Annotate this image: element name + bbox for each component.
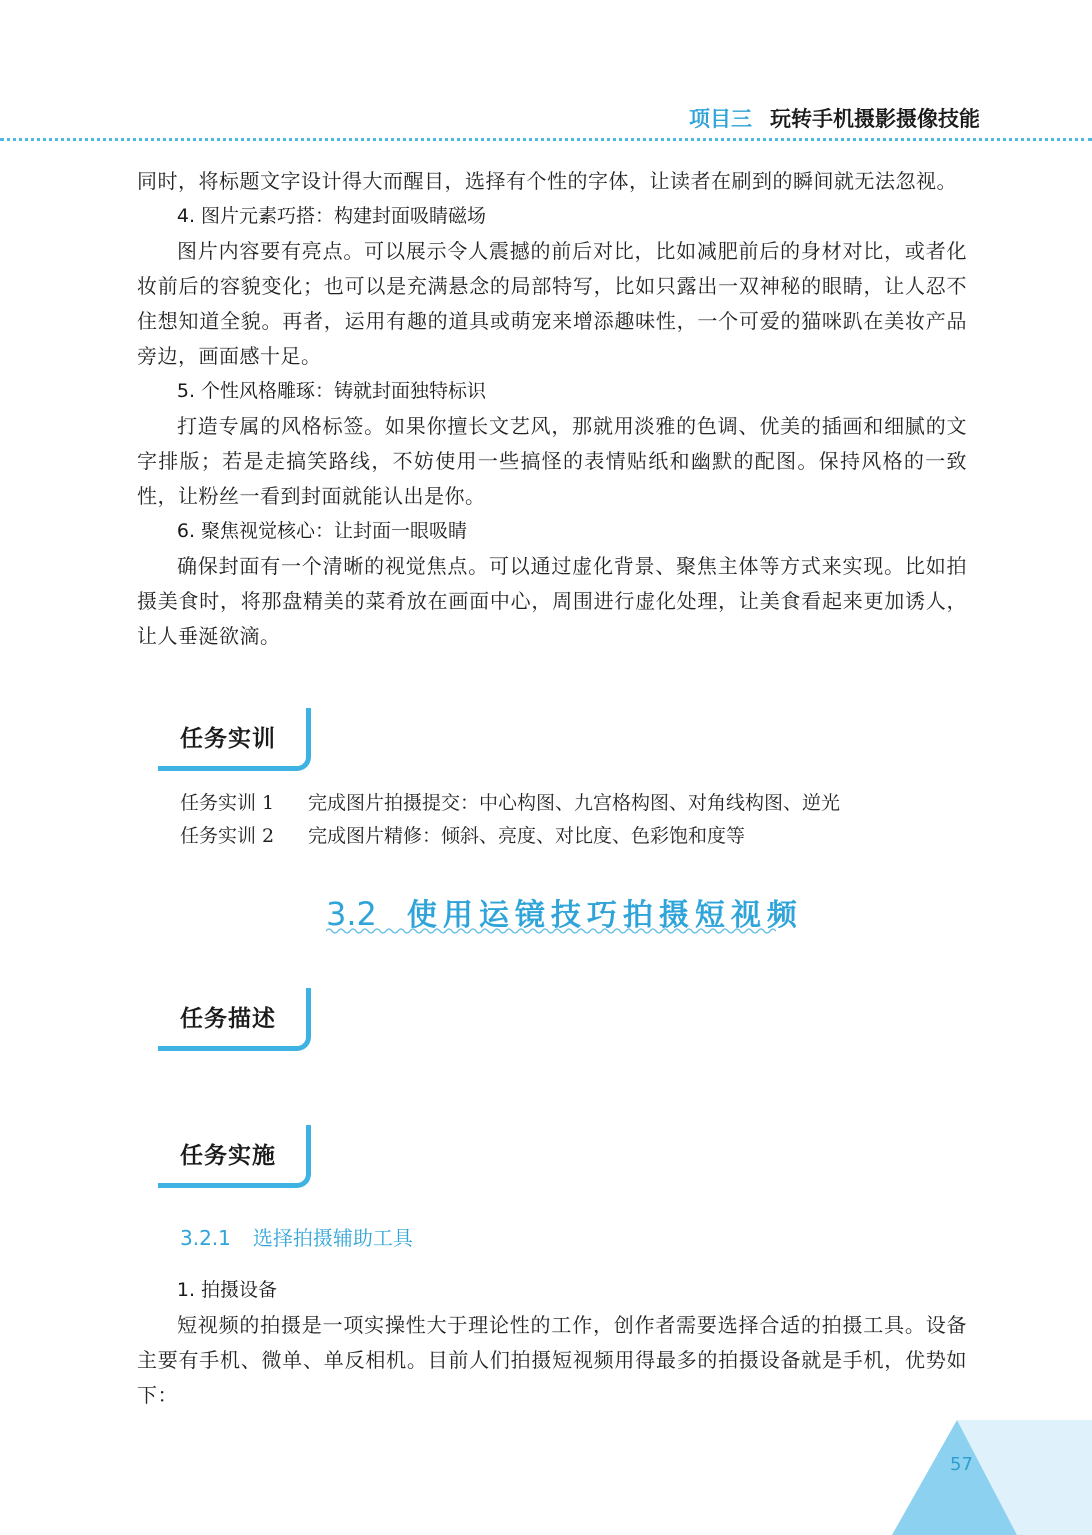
body-block-1 bbox=[137, 164, 967, 654]
section-number: 3.2 bbox=[326, 895, 377, 933]
task-item-text: 完成图片精修：倾斜、亮度、对比度、色彩饱和度等 bbox=[308, 825, 746, 847]
page-corner-decoration bbox=[892, 1420, 1092, 1535]
body-block-2 bbox=[137, 1273, 967, 1413]
section-title: 使用运镜技巧拍摄短视频 bbox=[406, 898, 803, 933]
box-task-description-label: 任务描述 bbox=[180, 1006, 276, 1032]
paragraph-continuation: 同时，将标题文字设计得大而醒目，选择有个性的字体，让读者在刷到的瞬间就无法忽视。 bbox=[137, 169, 957, 193]
subheading-device: 1. 拍摄设备 bbox=[176, 1279, 278, 1301]
subsection-heading bbox=[180, 1222, 413, 1251]
subsection-title: 选择拍摄辅助工具 bbox=[252, 1226, 413, 1250]
section-wavy-underline bbox=[326, 926, 776, 936]
paragraph-device: 短视频的拍摄是一项实操性大于理论性的工作，创作者需要选择合适的拍摄工具。设备主要有手机、微单、单反相机。目前人们拍摄短视频用得最多的拍摄设备就是手机，优势如下： bbox=[137, 1313, 967, 1407]
task-item-label: 任务实训 1 bbox=[180, 792, 275, 814]
running-header bbox=[689, 103, 980, 133]
box-task-training-label: 任务实训 bbox=[180, 726, 276, 752]
subheading-5: 5. 个性风格雕琢：铸就封面独特标识 bbox=[176, 380, 487, 402]
box-task-training bbox=[158, 708, 308, 768]
page-number: 57 bbox=[950, 1454, 973, 1475]
header-dotted-rule bbox=[0, 138, 1092, 141]
header-project: 项目三 bbox=[689, 107, 752, 131]
paragraph-4: 图片内容要有亮点。可以展示令人震撼的前后对比，比如减肥前后的身材对比，或者化妆前后的容貌变化；也可以是充满悬念的局部特写，比如只露出一双神秘的眼睛，让人忍不住想知道全貌。再者，运用有趣的道具或萌宠来增添趣味性，一个可爱的猫咪趴在美妆产品旁边，画面感十足。 bbox=[137, 239, 967, 368]
task-item bbox=[180, 787, 840, 820]
task-item bbox=[180, 820, 840, 853]
task-item-text: 完成图片拍摄提交：中心构图、九宫格构图、对角线构图、逆光 bbox=[308, 792, 841, 814]
paragraph-5: 打造专属的风格标签。如果你擅长文艺风，那就用淡雅的色调、优美的插画和细腻的文字排版；若是走搞笑路线，不妨使用一些搞怪的表情贴纸和幽默的配图。保持风格的一致性，让粉丝一看到封面就能认出是你。 bbox=[137, 414, 967, 508]
box-task-description bbox=[158, 988, 308, 1048]
subsection-number: 3.2.1 bbox=[180, 1226, 231, 1250]
subheading-4: 4. 图片元素巧搭：构建封面吸睛磁场 bbox=[176, 205, 487, 227]
subheading-6: 6. 聚焦视觉核心：让封面一眼吸睛 bbox=[176, 520, 468, 542]
paragraph-6: 确保封面有一个清晰的视觉焦点。可以通过虚化背景、聚焦主体等方式来实现。比如拍摄美食时，将那盘精美的菜肴放在画面中心，周围进行虚化处理，让美食看起来更加诱人，让人垂涎欲滴。 bbox=[137, 554, 967, 648]
task-list bbox=[180, 787, 840, 853]
header-title: 玩转手机摄影摄像技能 bbox=[770, 107, 980, 131]
box-task-implementation bbox=[158, 1125, 308, 1185]
box-task-implementation-label: 任务实施 bbox=[180, 1143, 276, 1169]
task-item-label: 任务实训 2 bbox=[180, 825, 275, 847]
